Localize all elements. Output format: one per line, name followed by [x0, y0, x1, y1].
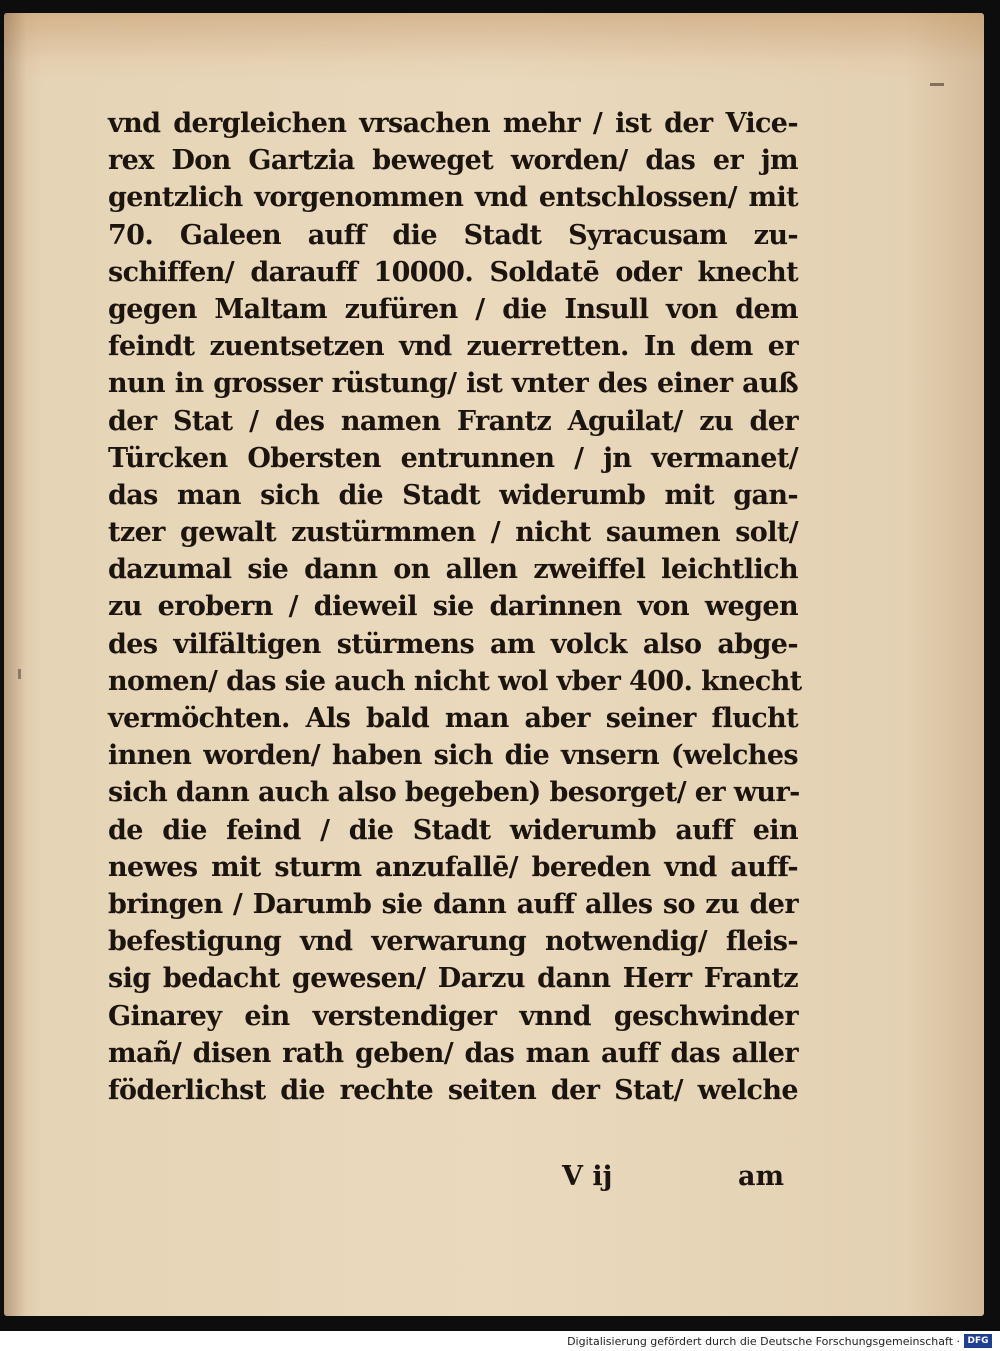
- text-line: rex Don Gartzia beweget worden/ das er jm: [108, 145, 798, 177]
- text-line: vermöchten. Als bald man aber seiner flucht: [108, 703, 798, 734]
- text-line: de die feind / die Stadt widerumb auff ein: [108, 814, 798, 846]
- text-line: föderlichst die rechte seiten der Stat/ welche: [108, 1074, 798, 1106]
- text-line: des vilfältigen stürmens am volck also abge-: [108, 628, 798, 660]
- text-line: dazumal sie dann on allen zweiffel leichtlich: [108, 554, 798, 586]
- text-line: mañ/ disen rath geben/ das man auff das aller: [108, 1037, 798, 1069]
- text-line: tzer gewalt zustürmmen / nicht saumen solt/: [108, 517, 798, 549]
- text-line: bringen / Darumb sie dann auff alles so zu der: [108, 888, 798, 920]
- text-line: zu erobern / dieweil sie darinnen von wegen: [108, 591, 798, 623]
- text-line: newes mit sturm anzufallē/ bereden vnd auff-: [108, 851, 798, 883]
- text-line: Ginarey ein verstendiger vnnd geschwinder: [108, 1000, 798, 1032]
- margin-mark: [930, 83, 944, 86]
- dfg-logo-icon: DFG: [964, 1334, 992, 1348]
- text-line: feindt zuentsetzen vnd zuerretten. In dem er: [108, 331, 798, 363]
- text-line: nomen/ das sie auch nicht wol vber 400. knecht: [108, 665, 802, 697]
- text-line: Türcken Obersten entrunnen / jn vermanet/: [108, 442, 798, 474]
- digitization-credit: Digitalisierung gefördert durch die Deutsche Forschungsgemeinschaft ·: [567, 1335, 960, 1348]
- body-text: [108, 105, 802, 1109]
- text-line: sich dann auch also begeben) besorget/ er wur-: [108, 777, 800, 809]
- text-line: vnd dergleichen vrsachen mehr / ist der Vice-: [108, 108, 798, 139]
- text-line: gentzlich vorgenommen vnd entschlossen/ mit: [108, 182, 798, 214]
- text-line: gegen Maltam zufüren / die Insull von dem: [108, 293, 798, 325]
- text-line: innen worden/ haben sich die vnsern (welches: [108, 740, 798, 772]
- text-line: sig bedacht gewesen/ Darzu dann Herr Frantz: [108, 963, 798, 995]
- text-line: schiffen/ darauff 10000. Soldatē oder knecht: [108, 256, 798, 288]
- signature-mark: V ij: [562, 1161, 613, 1192]
- text-line: der Stat / des namen Frantz Aguilat/ zu der: [108, 405, 798, 437]
- text-line: 70. Galeen auff die Stadt Syracusam zu-: [108, 219, 798, 251]
- book-page: [4, 13, 984, 1316]
- text-line: nun in grosser rüstung/ ist vnter des einer auß: [108, 368, 798, 400]
- text-line: befestigung vnd verwarung notwendig/ fleis-: [108, 926, 798, 958]
- text-line: das man sich die Stadt widerumb mit gan-: [108, 479, 798, 511]
- catchword: am: [738, 1161, 785, 1192]
- margin-mark-left: [18, 669, 21, 679]
